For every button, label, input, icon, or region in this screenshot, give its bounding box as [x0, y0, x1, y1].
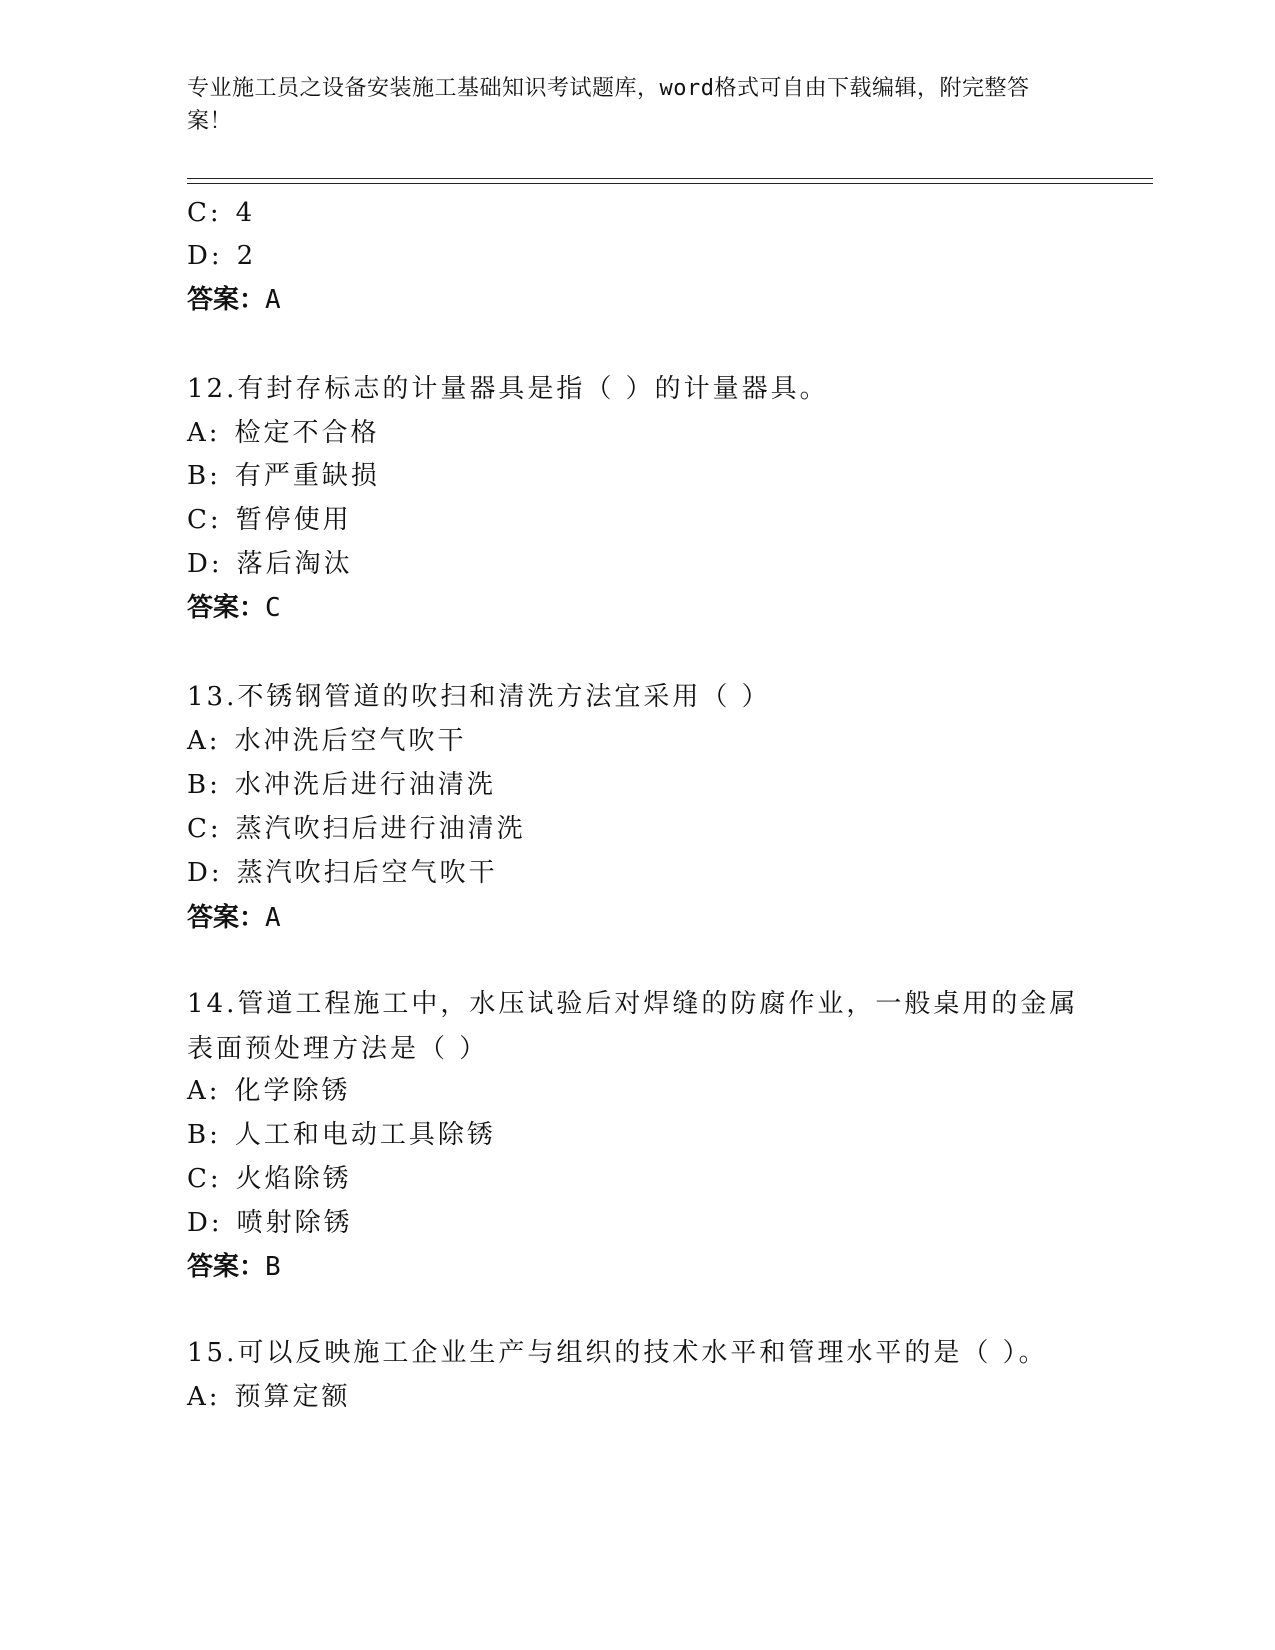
option-text: 预算定额 — [234, 1382, 351, 1412]
answer-label: 答案： — [187, 285, 266, 315]
option-text: 落后淘汰 — [236, 549, 353, 579]
option-separator: : — [209, 814, 222, 844]
option-separator: : — [209, 505, 222, 535]
option-row — [187, 198, 255, 228]
option-separator: : — [208, 1076, 221, 1106]
option-text: 暂停使用 — [235, 505, 352, 535]
answer-label: 答案： — [187, 903, 266, 933]
answer-line — [187, 593, 281, 623]
question-stem: 管道工程施工中，水压试验后对焊缝的防腐作业，一般桌用的金属表面预处理方法是（ ） — [187, 989, 1079, 1064]
option-key: D — [187, 858, 211, 888]
question-12-text — [187, 367, 1087, 412]
option-row — [187, 505, 352, 535]
answer-label: 答案： — [187, 1252, 266, 1282]
option-row — [187, 1164, 352, 1194]
option-key: C — [187, 1164, 210, 1194]
option-key: C — [187, 814, 210, 844]
option-row — [187, 1076, 351, 1106]
option-text: 4 — [235, 198, 256, 228]
option-separator: : — [209, 1164, 222, 1194]
answer-line — [187, 285, 281, 315]
option-separator: : — [210, 858, 223, 888]
option-separator: : — [209, 770, 221, 800]
option-separator: : — [209, 198, 222, 228]
header-divider-bottom — [187, 183, 1153, 184]
option-row — [187, 814, 526, 844]
option-separator: : — [208, 1382, 221, 1412]
option-text: 火焰除锈 — [235, 1164, 352, 1194]
option-row — [187, 1208, 353, 1238]
option-row — [187, 549, 353, 579]
option-key: D — [187, 241, 211, 271]
option-row — [187, 461, 380, 491]
option-separator: : — [210, 549, 223, 579]
option-key: C — [187, 505, 210, 535]
option-text: 水冲洗后空气吹干 — [234, 726, 467, 756]
option-separator: : — [209, 461, 221, 491]
option-row — [187, 1382, 351, 1412]
answer-value: C — [265, 593, 281, 623]
option-separator: : — [208, 418, 221, 448]
question-stem: 可以反映施工企业生产与组织的技术水平和管理水平的是（ ）。 — [237, 1338, 1048, 1368]
answer-line — [187, 1252, 281, 1282]
question-number: 14. — [187, 989, 238, 1019]
answer-label: 答案： — [187, 593, 266, 623]
header-divider-top — [187, 178, 1153, 179]
option-key: A — [187, 1382, 209, 1412]
option-separator: : — [210, 1208, 223, 1238]
answer-value: B — [265, 1252, 281, 1282]
answer-line — [187, 903, 281, 933]
option-separator: : — [208, 726, 221, 756]
question-stem: 有封存标志的计量器具是指（ ）的计量器具。 — [237, 374, 829, 404]
option-key: D — [187, 549, 211, 579]
option-key: A — [187, 726, 209, 756]
question-15-text — [187, 1331, 1087, 1376]
option-text: 有严重缺损 — [234, 461, 380, 491]
document-header: 专业施工员之设备安装施工基础知识考试题库，word格式可自由下载编辑，附完整答案！ — [187, 76, 1030, 134]
answer-value: A — [265, 285, 281, 315]
option-text: 2 — [236, 241, 257, 271]
option-text: 人工和电动工具除锈 — [234, 1120, 496, 1150]
option-key: B — [187, 1120, 210, 1150]
option-key: D — [187, 1208, 211, 1238]
option-row — [187, 726, 467, 756]
option-row — [187, 1120, 496, 1150]
option-text: 化学除锈 — [234, 1076, 351, 1106]
answer-value: A — [265, 903, 281, 933]
option-separator: : — [209, 1120, 221, 1150]
option-separator: : — [210, 241, 223, 271]
option-key: B — [187, 461, 210, 491]
question-number: 12. — [187, 374, 238, 404]
option-key: A — [187, 1076, 209, 1106]
option-row — [187, 241, 256, 271]
option-row — [187, 858, 498, 888]
question-stem: 不锈钢管道的吹扫和清洗方法宜采用（ ） — [237, 682, 771, 712]
option-text: 蒸汽吹扫后进行油清洗 — [235, 814, 526, 844]
question-14-text — [187, 982, 1087, 1072]
question-13-text — [187, 675, 1087, 720]
question-number: 13. — [187, 682, 238, 712]
option-text: 蒸汽吹扫后空气吹干 — [236, 858, 498, 888]
option-key: A — [187, 418, 209, 448]
option-row — [187, 770, 496, 800]
question-number: 15. — [187, 1338, 238, 1368]
option-text: 水冲洗后进行油清洗 — [234, 770, 496, 800]
option-text: 喷射除锈 — [236, 1208, 353, 1238]
option-key: C — [187, 198, 210, 228]
option-key: B — [187, 770, 210, 800]
option-text: 检定不合格 — [234, 418, 380, 448]
option-row — [187, 418, 380, 448]
